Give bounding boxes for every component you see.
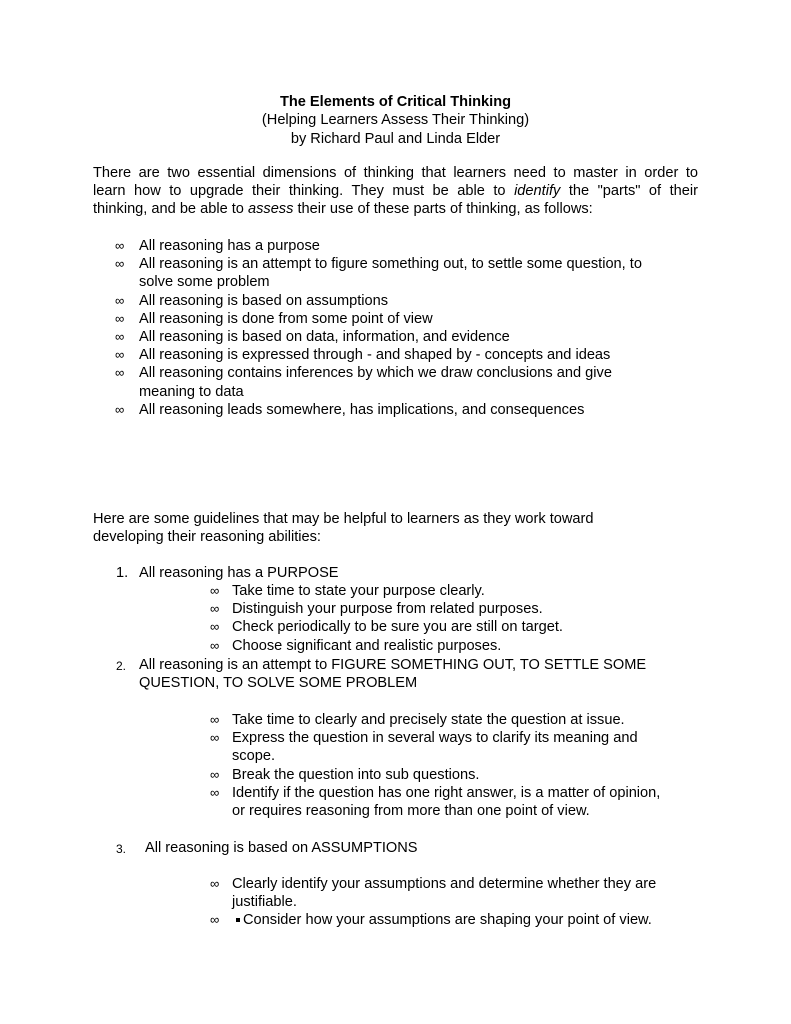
list-item-text-continued: solve some problem xyxy=(139,274,270,291)
infinity-bullet-icon: ∞ xyxy=(210,876,220,891)
infinity-bullet-icon: ∞ xyxy=(210,601,220,617)
infinity-bullet-icon: ∞ xyxy=(115,292,125,308)
section-heading-continued: QUESTION, TO SOLVE SOME PROBLEM xyxy=(139,675,418,692)
guideline-section-purpose xyxy=(93,564,713,582)
list-item-text-continued: meaning to data xyxy=(139,383,244,400)
guideline-list-item xyxy=(93,600,713,618)
list-item-text: All reasoning has a purpose xyxy=(139,238,320,254)
guideline-list-item xyxy=(93,637,713,655)
infinity-bullet-icon: ∞ xyxy=(115,256,125,272)
list-item-text-continued: scope. xyxy=(232,748,275,765)
guideline-list-item xyxy=(93,766,713,784)
infinity-bullet-icon: ∞ xyxy=(115,310,125,326)
section-assumptions-list xyxy=(93,875,713,930)
section-figure-out-list xyxy=(93,711,713,820)
list-item-text: Take time to clearly and precisely state the question at issue. xyxy=(232,712,625,728)
elements-list xyxy=(93,237,693,419)
section-heading: All reasoning is an attempt to FIGURE SOMETHING OUT, TO SETTLE SOME xyxy=(139,657,647,673)
elements-list-item xyxy=(93,346,693,364)
list-item-text: Clearly identify your assumptions and determine whether they are xyxy=(232,876,657,892)
list-item-text: All reasoning is done from some point of view xyxy=(139,310,433,327)
list-item-text: All reasoning leads somewhere, has implications, and consequences xyxy=(139,401,585,418)
document-header xyxy=(0,93,791,148)
guideline-list-item xyxy=(93,711,713,729)
list-item-text-continued: justifiable. xyxy=(232,894,297,911)
list-item-text: Express the question in several ways to clarify its meaning and xyxy=(232,730,638,747)
list-item-text: Choose significant and realistic purposes. xyxy=(232,637,502,654)
guideline-list-item xyxy=(93,618,713,636)
intro-text: thinking, and be able to xyxy=(93,201,248,218)
guideline-list-item xyxy=(93,875,713,911)
infinity-bullet-icon: ∞ xyxy=(210,712,220,727)
document-subtitle: (Helping Learners Assess Their Thinking) xyxy=(261,112,530,129)
guideline-list-item xyxy=(93,784,713,820)
intro-line-1: There are two essential dimensions of thinking that learners need to master in order to xyxy=(93,165,698,181)
section-number: 1. xyxy=(116,565,129,581)
infinity-bullet-icon: ∞ xyxy=(210,784,220,800)
infinity-bullet-icon: ∞ xyxy=(115,401,125,417)
section-number: 2. xyxy=(116,659,127,673)
elements-list-item xyxy=(93,401,693,419)
list-item-text-continued: or requires reasoning from more than one point of view. xyxy=(232,803,590,820)
document-authors: by Richard Paul and Linda Elder xyxy=(290,130,501,147)
intro-paragraph xyxy=(93,164,698,219)
intro-text: learn how to upgrade their thinking. They must be able to xyxy=(93,183,515,200)
guidelines-intro-line-1: Here are some guidelines that may be helpful to learners as they work toward xyxy=(93,511,594,527)
section-heading: All reasoning is based on ASSUMPTIONS xyxy=(145,840,418,856)
intro-emphasis-identify: identify xyxy=(514,183,561,200)
elements-list-item xyxy=(93,364,693,400)
intro-emphasis-assess: assess xyxy=(247,201,294,218)
infinity-bullet-icon: ∞ xyxy=(210,619,220,635)
list-item-text: Identify if the question has one right answer, is a matter of opinion, xyxy=(232,784,661,801)
list-item-text: Consider how your assumptions are shaping your point of view. xyxy=(243,912,652,929)
infinity-bullet-icon: ∞ xyxy=(210,583,220,598)
infinity-bullet-icon: ∞ xyxy=(210,912,220,928)
infinity-bullet-icon: ∞ xyxy=(115,238,125,253)
document-title: The Elements of Critical Thinking xyxy=(279,94,512,110)
infinity-bullet-icon: ∞ xyxy=(210,730,220,746)
list-item-text: Take time to state your purpose clearly. xyxy=(232,583,485,599)
guideline-list-item xyxy=(93,582,713,600)
infinity-bullet-icon: ∞ xyxy=(115,347,125,363)
list-item-text: All reasoning is based on assumptions xyxy=(139,292,389,309)
section-purpose-list xyxy=(93,582,713,655)
intro-line-2 xyxy=(93,182,698,200)
section-number: 3. xyxy=(116,842,127,856)
list-item-text: Break the question into sub questions. xyxy=(232,766,480,783)
elements-list-item xyxy=(93,292,693,310)
guidelines-intro-line-2: developing their reasoning abilities: xyxy=(93,529,321,546)
intro-line-3 xyxy=(93,200,698,218)
guideline-list-item xyxy=(93,911,713,929)
intro-text: the "parts" of their xyxy=(560,183,698,200)
square-bullet-icon xyxy=(236,918,240,922)
infinity-bullet-icon: ∞ xyxy=(210,637,220,653)
list-item-text: All reasoning is expressed through - and shaped by - concepts and ideas xyxy=(139,347,611,364)
intro-text: their use of these parts of thinking, as follows: xyxy=(293,201,593,218)
elements-list-item xyxy=(93,237,693,255)
list-item-text: Check periodically to be sure you are still on target. xyxy=(232,619,563,636)
section-heading: All reasoning has a PURPOSE xyxy=(139,565,339,581)
infinity-bullet-icon: ∞ xyxy=(210,766,220,782)
infinity-bullet-icon: ∞ xyxy=(115,365,125,381)
infinity-bullet-icon: ∞ xyxy=(115,329,125,345)
elements-list-item xyxy=(93,328,693,346)
guidelines-intro-paragraph xyxy=(93,510,693,546)
elements-list-item xyxy=(93,310,693,328)
guideline-section-assumptions xyxy=(93,839,713,857)
list-item-text: All reasoning is an attempt to figure something out, to settle some question, to xyxy=(139,256,642,273)
elements-list-item xyxy=(93,255,693,291)
guideline-list-item xyxy=(93,729,713,765)
list-item-line xyxy=(232,911,713,929)
list-item-text: Distinguish your purpose from related purposes. xyxy=(232,601,543,618)
guideline-section-figure-something-out xyxy=(93,656,713,692)
list-item-text: All reasoning is based on data, information, and evidence xyxy=(139,329,510,346)
list-item-text: All reasoning contains inferences by which we draw conclusions and give xyxy=(139,365,612,382)
